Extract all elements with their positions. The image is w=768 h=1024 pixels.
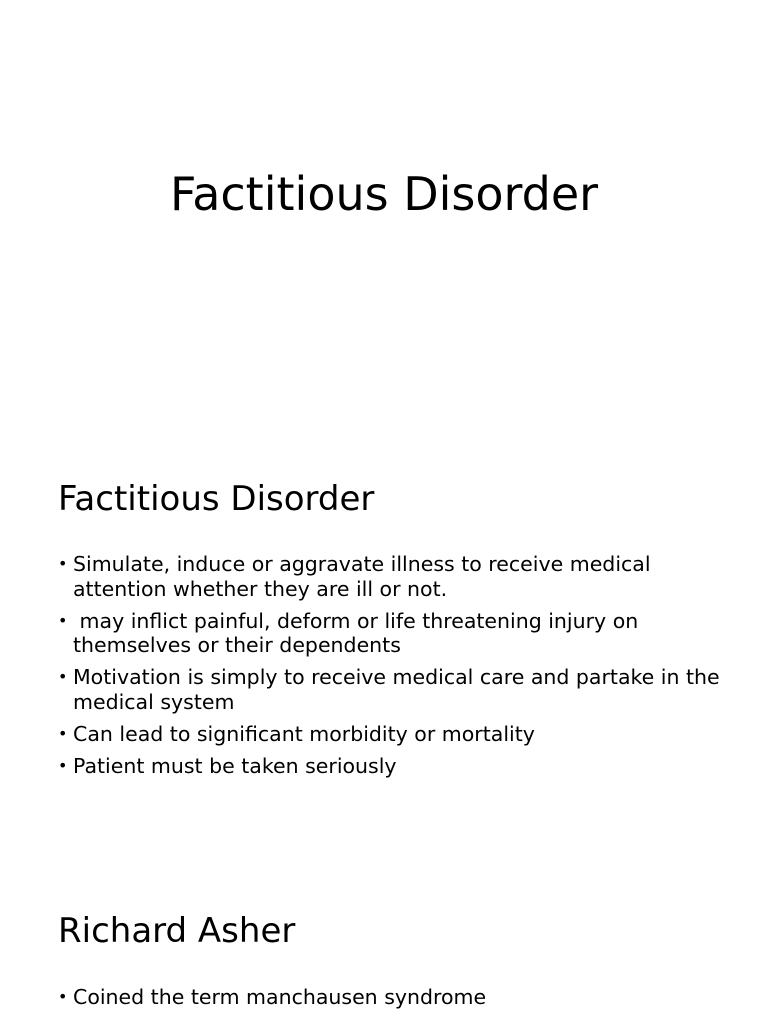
bullet-item [58,754,728,779]
slide-title-heading: Factitious Disorder [169,167,599,221]
bullet-icon: • [58,755,68,775]
bullet-list [58,552,728,786]
bullet-icon: • [58,987,68,1006]
bullet-item [58,722,728,747]
bullet-icon: • [58,554,68,573]
bullet-text: Simulate, induce or aggravate illness to receive medical attention whether they are ill or not. [73,552,651,601]
bullet-item [58,985,728,1010]
bullet-icon: • [58,667,68,686]
slide-richard-asher [0,864,768,1024]
bullet-icon: • [58,610,68,630]
bullet-text: Coined the term manchausen syndrome [73,985,487,1009]
bullet-icon: • [58,723,68,743]
slide-title [0,0,768,432]
bullet-item [58,609,728,658]
slide-factitious-disorder [0,432,768,864]
bullet-text: Motivation is simply to receive medical care and partake in the medical system [73,665,720,714]
bullet-text: may inflict painful, deform or life threatening injury on themselves or their dependents [73,608,645,657]
bullet-text: Patient must be taken seriously [73,753,397,778]
bullet-item [58,552,728,601]
bullet-item [58,665,728,714]
bullet-text: Can lead to significant morbidity or mortality [73,721,535,746]
bullet-list [58,985,728,1017]
slide-heading: Factitious Disorder [58,479,375,519]
slide-heading: Richard Asher [58,911,296,951]
